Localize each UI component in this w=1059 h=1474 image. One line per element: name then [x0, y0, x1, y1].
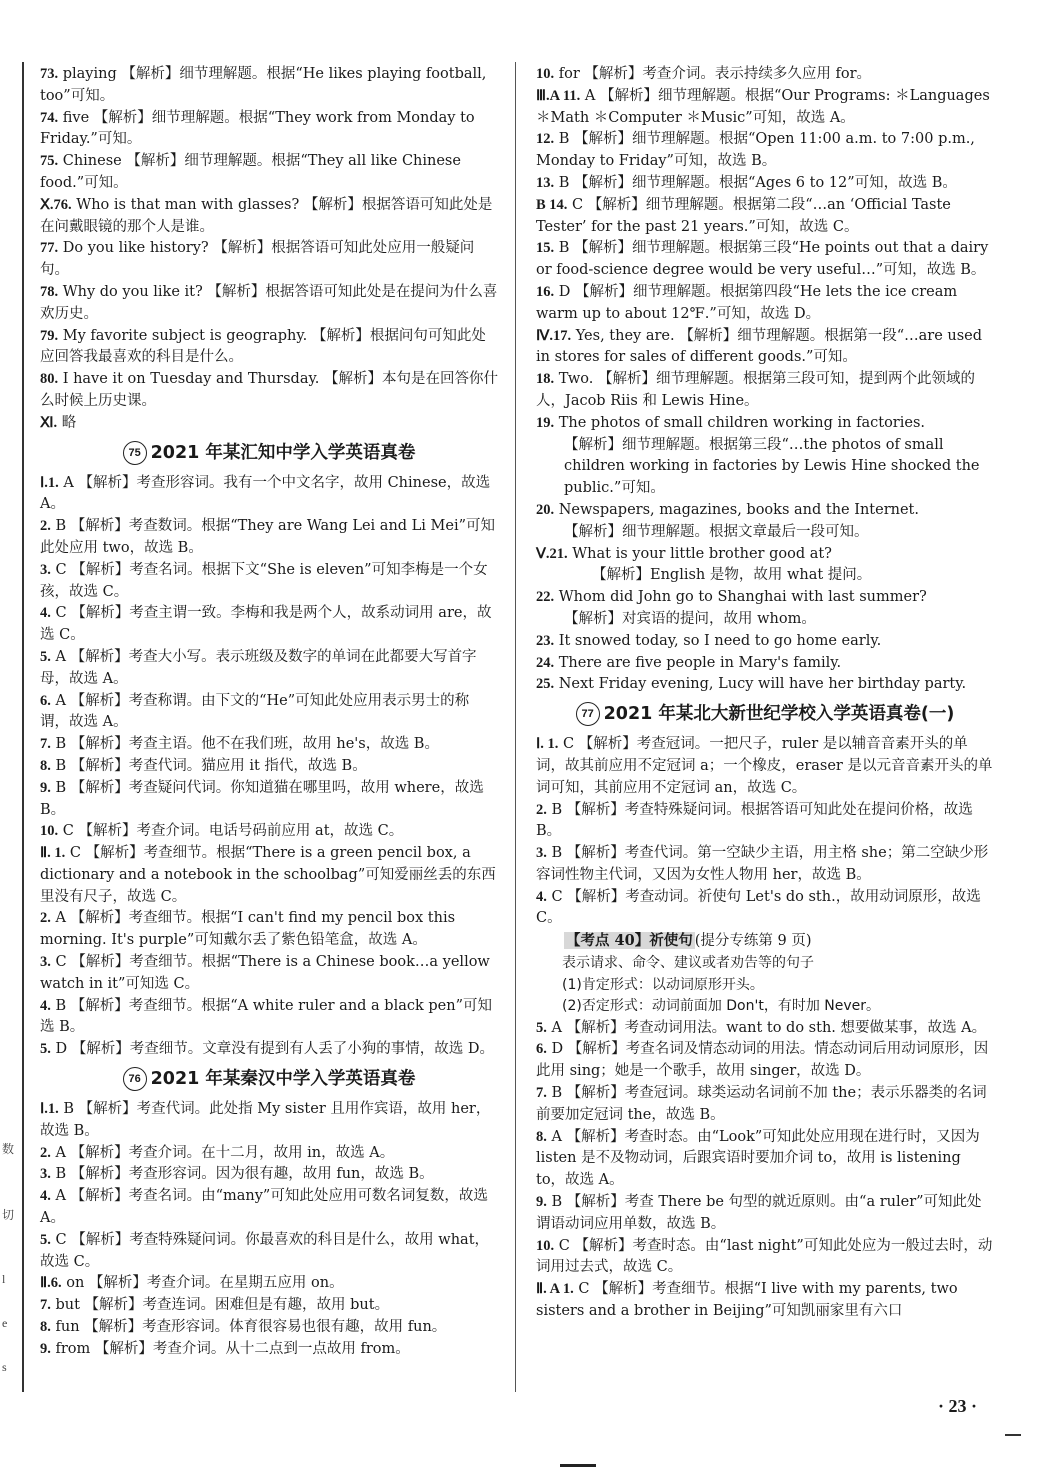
answer-text: I have it on Tuesday and Thursday. 【解析】本句是在回答你什么时候上历史课。	[40, 371, 498, 409]
answer-entry	[40, 1295, 498, 1317]
bottom-mark	[560, 1464, 596, 1467]
question-number: 77.	[40, 240, 59, 257]
answer-text: B 【解析】考查冠词。球类运动名词前不加 the；表示乐器类的名词前要加定冠词 the，故选 B。	[536, 1084, 987, 1123]
question-number: 24.	[536, 654, 555, 671]
answer-entry	[536, 887, 994, 931]
question-number: 78.	[40, 283, 59, 300]
answer-entry	[40, 369, 498, 413]
left-column	[40, 64, 498, 1361]
answer-entry	[40, 1230, 498, 1274]
section-heading	[40, 441, 498, 465]
question-number: Ⅹ.76.	[40, 196, 72, 213]
gutter-mark: 数	[2, 1142, 15, 1156]
answer-entry	[536, 587, 994, 609]
answer-text: A 【解析】考查动词用法。want to do sth. 想要做某事，故选 A。	[551, 1019, 987, 1036]
answer-entry	[536, 734, 994, 799]
question-number: 74.	[40, 109, 59, 126]
answer-text: Two. 【解析】细节理解题。根据第三段可知，提到两个此领域的人，Jacob Riis 和 Lewis Hine。	[536, 371, 975, 409]
question-number: 79.	[40, 327, 59, 344]
answer-entry	[536, 1039, 994, 1083]
answer-text: A 【解析】考查细节。根据“I can't find my pencil box this morning. It's purple”可知戴尔丢了紫色铅笔盒，故选 A。	[40, 910, 456, 949]
answer-text: Who is that man with glasses? 【解析】根据答语可知此处是在问戴眼镜的那个人是谁。	[40, 196, 493, 235]
right-column	[536, 64, 994, 1323]
answer-text: A 【解析】细节理解题。根据“Our Programs: ＊Languages ＊Math ＊Computer ＊Music”可知，故选 A。	[536, 87, 990, 126]
question-number: 2.	[40, 1144, 51, 1161]
answer-text: C 【解析】细节理解题。根据第二段“…an ‘Official Taste Tester’ for the past 21 years.”可知，故选 C。	[536, 196, 951, 235]
answer-text: 略	[61, 414, 77, 431]
answer-text: There are five people in Mary's family.	[558, 654, 842, 671]
answer-text: Why do you like it? 【解析】根据答语可知此处是在提问为什么喜欢历史。	[40, 283, 498, 322]
question-number: 3.	[40, 954, 51, 971]
answer-explanation: 【解析】对宾语的提问，故用 whom。	[564, 610, 816, 627]
answer-entry	[40, 1164, 498, 1186]
answer-entry	[40, 603, 498, 647]
answer-entry	[536, 238, 994, 282]
gutter-mark: e	[2, 1316, 8, 1330]
answer-text: A 【解析】考查大小写。表示班级及数字的单词在此都要大写首字母，故选 A。	[40, 648, 477, 687]
answer-explanation: 【解析】English 是物，故用 what 提问。	[592, 567, 872, 584]
section-title: 2021 年某秦汉中学入学英语真卷	[150, 1069, 416, 1090]
question-number: Ⅴ.21.	[536, 545, 568, 562]
answer-entry	[40, 1339, 498, 1361]
answer-entry	[536, 631, 994, 653]
question-number: 22.	[536, 589, 555, 606]
answer-entry	[40, 64, 498, 108]
question-number: 4.	[40, 605, 51, 622]
answer-entry	[536, 800, 994, 844]
answer-text: fun 【解析】考查形容词。体育很容易也很有趣，故用 fun。	[55, 1319, 447, 1336]
question-number: Ⅱ. A 1.	[536, 1281, 574, 1298]
question-number: 5.	[40, 1041, 51, 1058]
answer-text: What is your little brother good at?	[572, 545, 832, 562]
answer-text: C 【解析】考查介词。电话号码前应用 at，故选 C。	[62, 823, 404, 840]
answer-text: A 【解析】考查名词。由“many”可知此处应用可数名词复数，故选 A。	[40, 1188, 488, 1227]
answer-entry	[536, 1083, 994, 1127]
question-number: 25.	[536, 676, 555, 693]
question-number: 5.	[40, 1231, 51, 1248]
answer-text: B 【解析】考查细节。根据“A white ruler and a black pen”可知选 B。	[40, 997, 492, 1036]
answer-text: B 【解析】考查数词。根据“They are Wang Lei and Li Mei”可知此处应用 two，故选 B。	[40, 518, 496, 556]
answer-text: B 【解析】细节理解题。根据“Ages 6 to 12”可知，故选 B。	[558, 174, 957, 191]
answer-entry	[536, 843, 994, 887]
answer-text: Yes, they are. 【解析】细节理解题。根据第一段“…are used in stores for sales of different goods.”可知。	[536, 327, 983, 366]
answer-text: B 【解析】细节理解题。根据“Open 11:00 a.m. to 7:00 p.m., Monday to Friday”可知，故选 B。	[536, 131, 975, 170]
corner-mark	[1005, 1434, 1021, 1436]
answer-entry	[40, 756, 498, 778]
answer-entry	[536, 1279, 994, 1323]
question-number: 9.	[40, 1340, 51, 1357]
answer-entry	[536, 1127, 994, 1192]
answer-entry	[536, 369, 994, 413]
answer-text: A 【解析】考查形容词。我有一个中文名字，故用 Chinese，故选 A。	[40, 474, 491, 513]
answer-entry	[40, 908, 498, 952]
answer-entry	[536, 1192, 994, 1236]
question-number: 20.	[536, 501, 555, 518]
key-point-note: (2)否定形式：动词前面加 Don't，有时加 Never。	[562, 998, 881, 1015]
answer-entry	[536, 173, 994, 195]
question-number: 7.	[40, 1297, 51, 1314]
answer-text: My favorite subject is geography. 【解析】根据问句可知此处应回答我最喜欢的科目是什么。	[40, 327, 486, 366]
answer-entry	[40, 238, 498, 282]
question-number: Ⅰ.1.	[40, 474, 59, 491]
answer-text: C 【解析】考查时态。由“last night”可知此处应为一般过去时，动词用过去式，故选 C。	[536, 1237, 993, 1276]
question-number: 18.	[536, 371, 555, 388]
key-point-note: (1)肯定形式：以动词原形开头。	[562, 976, 764, 993]
question-number: 15.	[536, 240, 555, 257]
key-point-reference: (提分专练第 9 页)	[694, 933, 812, 950]
question-number: 13.	[536, 174, 555, 191]
question-number: 80.	[40, 371, 59, 388]
gutter-mark: s	[2, 1360, 7, 1374]
question-number: 73.	[40, 66, 59, 82]
question-number: 12.	[536, 131, 555, 148]
answer-text: C 【解析】考查主谓一致。李梅和我是两个人，故系动词用 are，故选 C。	[40, 605, 492, 644]
answer-text: C 【解析】考查名词。根据下文“She is eleven”可知李梅是一个女孩，故选 C。	[40, 561, 488, 600]
answer-entry	[40, 778, 498, 822]
answer-entry	[40, 734, 498, 756]
question-number: 7.	[40, 736, 51, 753]
key-point-box	[536, 930, 994, 953]
question-number: 2.	[40, 518, 51, 535]
question-number: 19.	[536, 414, 555, 431]
question-number: 10.	[536, 1237, 555, 1254]
gutter-marks	[0, 0, 20, 1474]
question-number: Ⅲ.A 11.	[536, 87, 581, 104]
answer-entry	[40, 282, 498, 326]
question-number: 23.	[536, 632, 555, 649]
answer-text: C 【解析】考查细节。根据“There is a green pencil box, a dictionary and a notebook in the schoolbag”可知爱丽丝丢的东西里没有尺子，故选 C。	[40, 845, 496, 905]
answer-entry	[536, 195, 994, 239]
answer-text: C 【解析】考查细节。根据“I live with my parents, two sisters and a brother in Beijing”可知凯丽家里有六口	[536, 1281, 958, 1319]
answer-entry	[536, 86, 994, 130]
answer-entry	[40, 1186, 498, 1230]
question-number: Ⅱ. 1.	[40, 845, 66, 862]
answer-entry	[536, 674, 994, 696]
question-number: 6.	[40, 692, 51, 709]
question-number: 10.	[40, 823, 59, 840]
answer-text: B 【解析】考查疑问代词。你知道猫在哪里吗，故用 where，故选 B。	[40, 779, 484, 818]
answer-text: B 【解析】考查 There be 句型的就近原则。由“a ruler”可知此处谓语动词应用单数，故选 B。	[536, 1193, 982, 1232]
answer-entry	[40, 326, 498, 370]
question-number: 10.	[536, 66, 555, 82]
answer-text: B 【解析】考查代词。此处指 My sister 且用作宾语，故用 her，故选 B。	[40, 1101, 491, 1139]
question-number: 8.	[40, 1319, 51, 1336]
answer-text: for 【解析】考查介词。表示持续多久应用 for。	[558, 66, 872, 82]
answer-text: D 【解析】细节理解题。根据第四段“He lets the ice cream warm up to about 12℉.”可知，故选 D。	[536, 283, 958, 322]
answer-entry	[40, 516, 498, 560]
question-number: 2.	[40, 910, 51, 927]
answer-entry	[536, 544, 994, 566]
answer-entry	[40, 195, 498, 239]
question-number: Ⅳ.17.	[536, 327, 572, 344]
answer-text: B 【解析】考查代词。第一空缺少主语，用主格 she；第二空缺少形容词性物主代词，又因为女性人物用 her，故选 B。	[536, 845, 989, 883]
section-number-badge: 76	[123, 1067, 147, 1091]
section-title: 2021 年某汇知中学入学英语真卷	[150, 442, 416, 463]
answer-entry	[40, 821, 498, 843]
answer-explanation: 【解析】细节理解题。根据文章最后一段可知。	[564, 523, 869, 540]
answer-entry	[536, 64, 994, 86]
page-number: · 23 ·	[937, 1396, 977, 1416]
answer-entry	[40, 108, 498, 152]
answer-entry	[40, 560, 498, 604]
section-number-badge: 77	[576, 702, 600, 726]
answer-entry	[40, 1143, 498, 1165]
section-title: 2021 年某北大新世纪学校入学英语真卷(一)	[603, 704, 955, 725]
answer-text: C 【解析】考查冠词。一把尺子，ruler 是以辅音音素开头的单词，故其前应用不定冠词 a；一个橡皮，eraser 是以元音音素开头的单词可知，其前应用不定冠词 an，故选 C。	[536, 736, 993, 796]
answer-text: Whom did John go to Shanghai with last summer?	[558, 589, 927, 606]
answer-text: A 【解析】考查介词。在十二月，故用 in，故选 A。	[55, 1144, 395, 1161]
question-number: 9.	[40, 779, 51, 796]
answer-entry	[40, 1099, 498, 1143]
answer-text: A 【解析】考查时态。由“Look”可知此处应用现在进行时，又因为 listen 是不及物动词，后跟宾语时要加介词 to，故用 is listening to，故选 A。	[536, 1128, 980, 1189]
key-point-label: 【考点 40】祈使句	[566, 932, 693, 950]
gutter-mark: 切	[2, 1208, 15, 1222]
question-number: 9.	[536, 1193, 547, 1210]
question-number: 5.	[40, 648, 51, 665]
answer-text: on 【解析】考查介词。在星期五应用 on。	[66, 1275, 344, 1292]
question-number: 8.	[40, 757, 51, 774]
binding-line	[22, 62, 24, 1392]
question-number: 4.	[40, 997, 51, 1014]
question-number: 5.	[536, 1019, 547, 1036]
section-heading	[536, 702, 994, 726]
column-divider	[515, 62, 516, 1392]
answer-text: C 【解析】考查细节。根据“There is a Chinese book…a yellow watch in it”可知选 C。	[40, 954, 490, 992]
answer-text: playing 【解析】细节理解题。根据“He likes playing football, too”可知。	[40, 66, 487, 104]
question-number: Ⅺ.	[40, 414, 58, 431]
answer-entry	[40, 1273, 498, 1295]
gutter-mark: l	[2, 1272, 6, 1286]
answer-entry	[536, 653, 994, 675]
question-number: B 14.	[536, 196, 568, 213]
answer-text: D 【解析】考查细节。文章没有提到有人丢了小狗的事情，故选 D。	[55, 1041, 494, 1058]
answer-text: A 【解析】考查称谓。由下文的“He”可知此处应用表示男士的称谓，故选 A。	[40, 692, 470, 731]
answer-text: B 【解析】考查代词。猫应用 it 指代，故选 B。	[55, 757, 367, 774]
answer-text: five 【解析】细节理解题。根据“They work from Monday to Friday.”可知。	[40, 109, 475, 148]
answer-entry	[40, 1039, 498, 1061]
question-number: Ⅰ.1.	[40, 1101, 59, 1118]
answer-text: B 【解析】考查特殊疑问词。根据答语可知此处在提问价格，故选 B。	[536, 801, 973, 840]
answer-text: but 【解析】考查连词。困难但是有趣，故用 but。	[55, 1297, 390, 1314]
answer-entry	[40, 843, 498, 908]
answer-text: Newspapers, magazines, books and the Internet.	[558, 501, 919, 518]
answer-text: Do you like history? 【解析】根据答语可知此处应用一般疑问句。	[40, 240, 475, 279]
answer-entry	[40, 647, 498, 691]
section-heading	[40, 1067, 498, 1091]
section-number-badge: 75	[123, 441, 147, 465]
question-number: 3.	[536, 845, 547, 862]
question-number: Ⅰ. 1.	[536, 736, 559, 753]
answer-entry	[536, 1018, 994, 1040]
answer-entry	[40, 996, 498, 1040]
answer-entry	[40, 952, 498, 996]
answer-entry	[536, 1236, 994, 1280]
question-number: 4.	[40, 1188, 51, 1205]
answer-entry	[40, 413, 498, 435]
question-number: 16.	[536, 283, 555, 300]
answer-text: Next Friday evening, Lucy will have her birthday party.	[558, 676, 967, 693]
question-number: 6.	[536, 1041, 547, 1058]
answer-text: B 【解析】考查形容词。因为很有趣，故用 fun，故选 B。	[55, 1166, 434, 1183]
question-number: 3.	[40, 561, 51, 578]
question-number: Ⅱ.6.	[40, 1275, 62, 1292]
answer-text: from 【解析】考查介词。从十二点到一点故用 from。	[55, 1340, 410, 1357]
answer-entry	[536, 326, 994, 370]
answer-entry	[536, 282, 994, 326]
answer-entry	[40, 1317, 498, 1339]
answer-text: The photos of small children working in factories.	[558, 414, 925, 431]
answer-entry	[536, 500, 994, 522]
answer-text: Chinese 【解析】细节理解题。根据“They all like Chinese food.”可知。	[40, 153, 461, 191]
answer-text: C 【解析】考查动词。祈使句 Let's do sth.，故用动词原形，故选 C。	[536, 888, 981, 927]
question-number: 8.	[536, 1128, 547, 1145]
answer-text: B 【解析】细节理解题。根据第三段“He points out that a dairy or food-science degree would be very useful…”可知，故选 B。	[536, 240, 989, 279]
answer-entry	[40, 151, 498, 195]
key-point-note: 表示请求、命令、建议或者劝告等的句子	[562, 955, 814, 972]
question-number: 2.	[536, 801, 547, 818]
answer-text: D 【解析】考查名词及情态动词的用法。情态动词后用动词原形，因此用 sing；她是一个歌手，故用 singer，故选 D。	[536, 1041, 989, 1080]
answer-text: B 【解析】考查主语。他不在我们班，故用 he's，故选 B。	[55, 736, 439, 753]
answer-text: It snowed today, so I need to go home early.	[558, 632, 882, 649]
answer-explanation: 【解析】细节理解题。根据第三段“…the photos of small children working in factories by Lewis Hine shocked the public.”可知。	[564, 436, 980, 497]
answer-entry	[536, 129, 994, 173]
answer-entry	[536, 413, 994, 435]
answer-entry	[40, 473, 498, 517]
answer-entry	[40, 691, 498, 735]
question-number: 4.	[536, 888, 547, 905]
question-number: 3.	[40, 1166, 51, 1183]
question-number: 7.	[536, 1084, 547, 1101]
question-number: 75.	[40, 153, 59, 170]
answer-text: C 【解析】考查特殊疑问词。你最喜欢的科目是什么，故用 what，故选 C。	[40, 1231, 490, 1270]
